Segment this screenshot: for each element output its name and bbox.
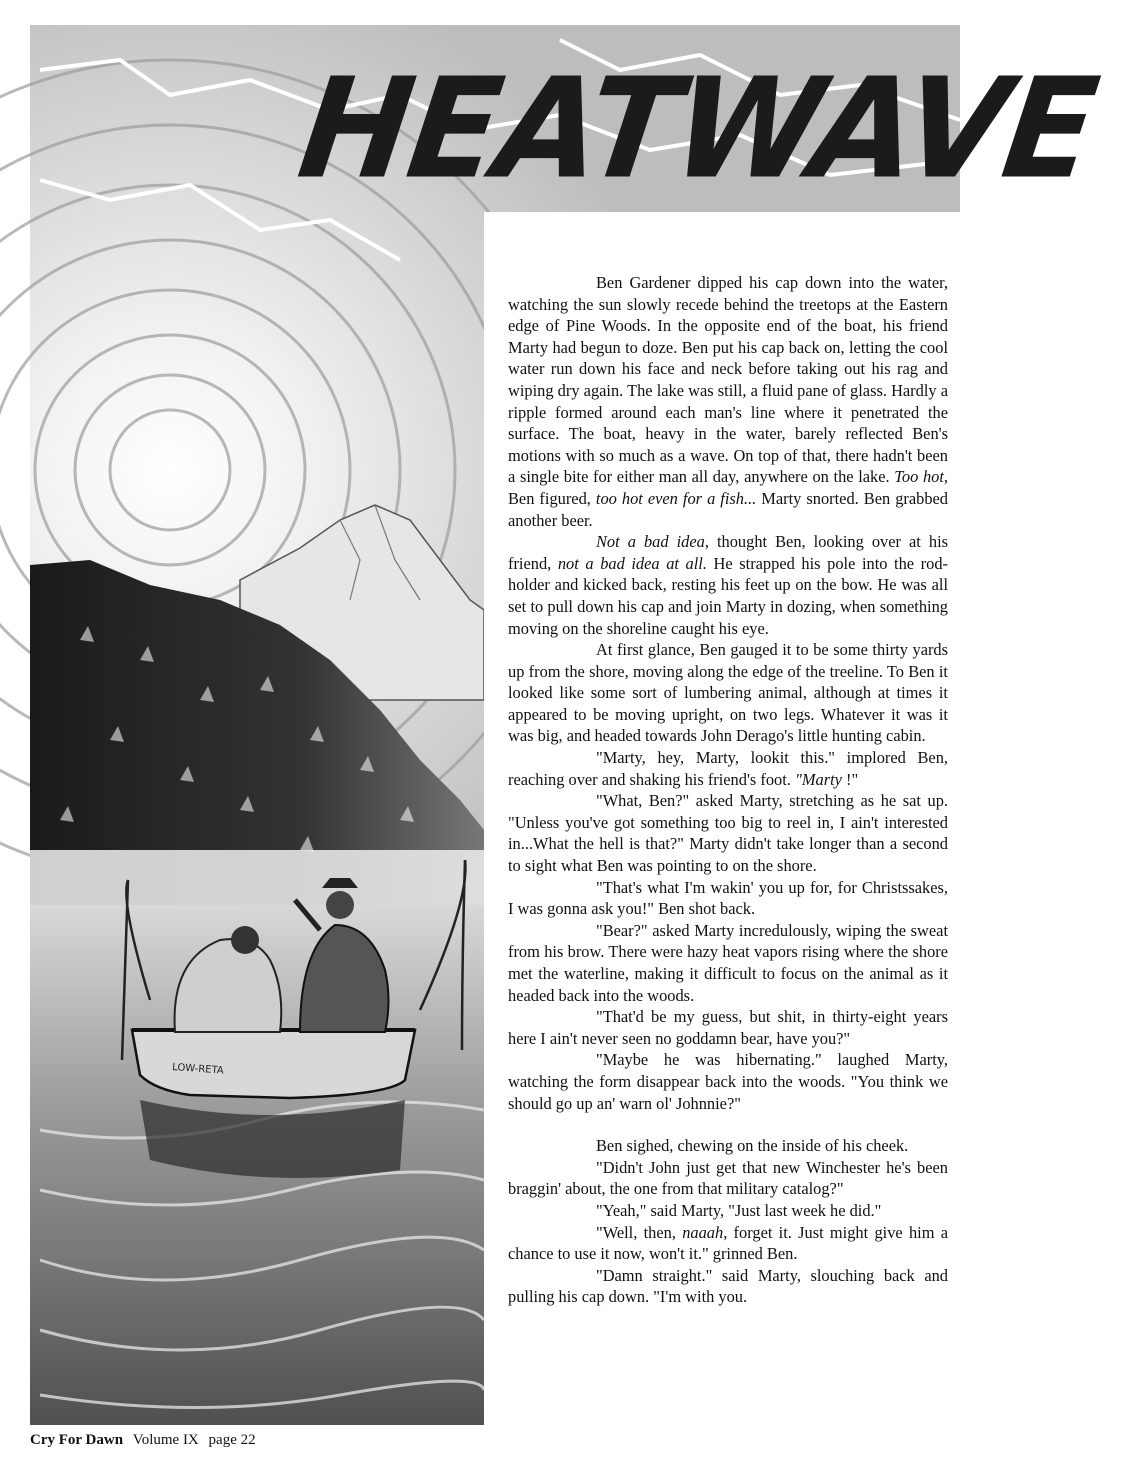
story-paragraph: [508, 1135, 948, 1157]
paragraph-text: "Bear?" asked Marty incredulously, wiping the sweat from his brow. There were hazy heat vapors rising where the shore met the waterline, making it difficult to focus on the animal as it headed back into the woods.: [508, 920, 948, 1005]
paragraph-text: "That'd be my guess, but shit, in thirty-eight years here I ain't never seen no goddamn bear, have you?": [508, 1007, 948, 1048]
paragraph-text: He strapped his pole into the rod-holder and kicked back, resting his feet up on the bow. He was all set to pull down his cap and join Marty in dozing, when something moving on the shoreline caught his eye.: [508, 553, 948, 638]
italic-text: naaah: [682, 1222, 724, 1242]
story-paragraph: [508, 877, 948, 920]
paragraph-text: Ben Gardener dipped his cap down into the water, watching the sun slowly recede behind the treetops at the Eastern edge of Pine Woods. In the opposite end of the boat, his friend Marty had begun to doze. Ben put his cap back on, letting the cool water run down his face and neck before taking out his rag and wiping dry again. The lake was still, a fluid pane of glass. Hardly a ripple formed around each man's line where it penetrated the surface. The boat, heavy in the water, barely reflected Ben's motions with so much as a wave. On top of that, there hadn't been a single bite for either man all day, anywhere on the lake.: [508, 273, 948, 487]
story-paragraph: [508, 1222, 948, 1265]
page-footer: [30, 1432, 262, 1449]
paragraph-text: "Damn straight." said Marty, slouching back and pulling his cap down. "I'm with you.: [508, 1265, 948, 1307]
paragraph-text: "Didn't John just get that new Winchester he's been braggin' about, the one from that military catalog?": [508, 1157, 948, 1199]
story-paragraph: [508, 1265, 948, 1308]
italic-text: "Marty: [794, 769, 842, 789]
paragraph-text: At first glance, Ben gauged it to be some thirty yards up from the shore, moving along the edge of the treeline. To Ben it looked like some sort of lumbering animal, although at times it appeared to be moving upright, on two legs. Whatever it was it was big, and headed towards John Derago's little hunting cabin.: [508, 640, 948, 746]
story-text: [508, 272, 948, 1308]
paragraph-text: "Marty, hey, Marty, lookit this." implored Ben, reaching over and shaking his friend's foot.: [508, 748, 948, 789]
volume-label: Volume IX: [132, 1432, 199, 1448]
paragraph-text: "Maybe he was hibernating." laughed Marty, watching the form disappear back into the woods. "You think we should go up an' warn ol' Johnnie?": [508, 1050, 948, 1113]
paragraph-text: "Well, then,: [596, 1222, 683, 1242]
paragraph-text: "What, Ben?" asked Marty, stretching as he sat up. "Unless you've got something too big to reel in, I ain't interested in...What the hell is that?" Marty didn't take longer than a second to sight what Ben was pointing to on the shore.: [508, 791, 948, 876]
story-paragraph: [508, 639, 948, 747]
story-paragraph: [508, 272, 948, 531]
italic-text: not a bad idea at all.: [557, 553, 707, 573]
story-paragraph: [508, 531, 948, 639]
story-paragraph: [508, 1049, 948, 1114]
paragraph-text: !": [841, 769, 859, 789]
page-number: page 22: [208, 1432, 256, 1448]
italic-text: Too hot: [894, 467, 944, 487]
story-paragraph: [508, 1006, 948, 1049]
paragraph-text: Ben sighed, chewing on the inside of his cheek.: [596, 1136, 909, 1156]
story-paragraph: [508, 920, 948, 1006]
story-paragraph: [508, 747, 948, 790]
story-paragraph: [508, 1200, 948, 1222]
italic-text: too hot even for a fish...: [595, 488, 757, 508]
magazine-name: Cry For Dawn: [30, 1432, 124, 1448]
story-title: HEATWAVE: [274, 48, 1120, 211]
boat-name: LOW-RETA: [171, 1062, 225, 1077]
paragraph-text: , Ben figured,: [508, 467, 949, 508]
paragraph-text: Marty snorted. Ben grabbed another beer.: [508, 488, 949, 530]
paragraph-text: "That's what I'm wakin' you up for, for Christssakes, I was gonna ask you!" Ben shot back.: [508, 877, 948, 919]
paragraph-text: , forget it. Just might give him a chance to use it now, won't it." grinned Ben.: [508, 1222, 948, 1264]
italic-text: Not a bad idea: [596, 532, 705, 552]
story-paragraph: [508, 790, 948, 876]
story-paragraph: [508, 1157, 948, 1200]
paragraph-text: , thought Ben, looking over at his friend,: [508, 532, 948, 573]
paragraph-text: "Yeah," said Marty, "Just last week he did.": [596, 1200, 882, 1220]
